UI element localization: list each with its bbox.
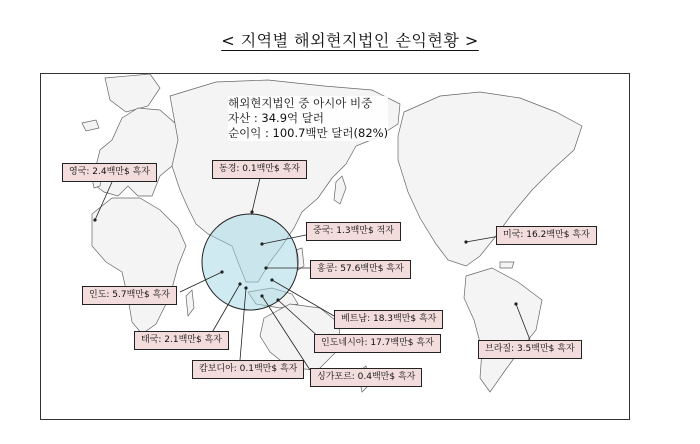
hongkong-dot [264, 266, 267, 269]
iceland-shape [82, 120, 99, 131]
label-usa: 미국: 16.2백만$ 흑자 [496, 226, 597, 245]
thailand-dot [238, 282, 241, 285]
europe-shape [95, 108, 182, 196]
greenland-shape [105, 74, 160, 112]
madagascar-shape [186, 290, 194, 316]
tokyo-dot [250, 210, 253, 213]
label-brazil: 브라질: 3.5백만$ 흑자 [478, 340, 582, 359]
label-china: 중국: 1.3백만$ 적자 [306, 222, 401, 241]
brazil-dot [514, 302, 517, 305]
japan-shape [334, 176, 346, 204]
label-indonesia: 인도네시아: 17.7백만$ 흑자 [314, 334, 441, 353]
summary-net-income: 순이익 : 100.7백만 달러(82%) [228, 126, 389, 140]
vietnam-dot [270, 278, 273, 281]
summary-assets: 자산 : 34.9억 달러 [228, 111, 324, 125]
label-singapore: 싱가포르: 0.4백만$ 흑자 [310, 368, 422, 387]
singapore-dot [260, 294, 263, 297]
label-uk: 영국: 2.4백만$ 흑자 [62, 163, 157, 182]
asia-summary [228, 96, 388, 141]
south-america-shape [464, 268, 542, 392]
cambodia-dot [244, 286, 247, 289]
indonesia-dot [276, 298, 279, 301]
label-india: 인도: 5.7백만$ 흑자 [82, 286, 177, 305]
caribbean-shape [500, 262, 514, 268]
label-vietnam: 베트남: 18.3백만$ 흑자 [334, 310, 443, 329]
label-tokyo: 동경: 0.1백만$ 흑자 [212, 160, 307, 179]
asia-highlight-circle [202, 214, 298, 310]
label-thailand: 태국: 2.1백만$ 흑자 [134, 331, 229, 350]
uk-dot [93, 218, 96, 221]
india-dot [220, 270, 223, 273]
usa-dot [464, 240, 467, 243]
title-text: < 지역별 해외현지법인 손익현황 > [221, 31, 479, 50]
china-dot [260, 242, 263, 245]
africa-shape [92, 198, 186, 334]
label-hongkong: 홍콩: 57.6백만$ 흑자 [310, 260, 411, 279]
label-cambodia: 캄보디아: 0.1백만$ 흑자 [192, 360, 304, 379]
summary-heading: 해외현지법인 중 아시아 비중 [228, 96, 373, 110]
